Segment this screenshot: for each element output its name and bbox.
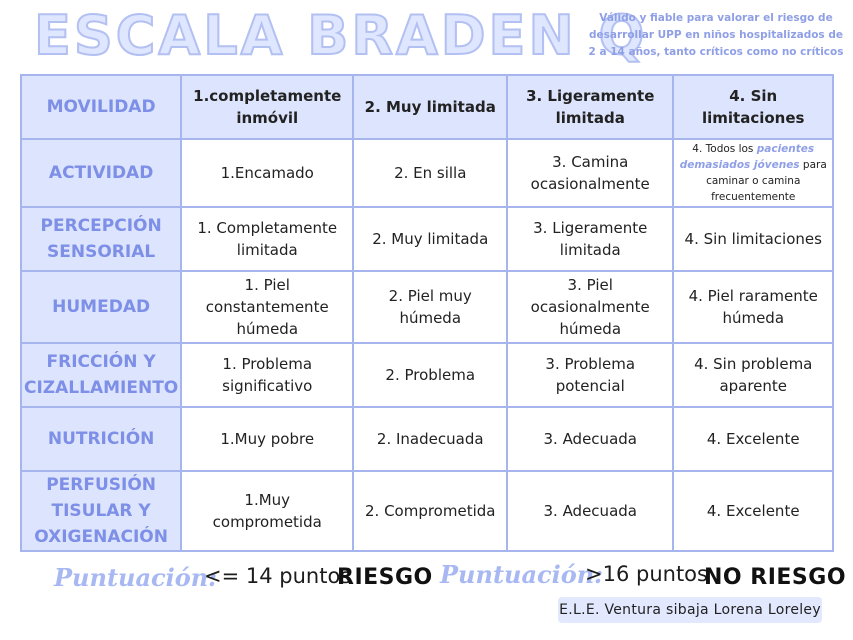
table-cell: 1. Piel constantemente húmeda: [181, 271, 353, 343]
table-cell: 1. Completamente limitada: [181, 207, 353, 271]
row-label-humedad: HUMEDAD: [21, 271, 181, 343]
table-cell: 1. Problema significativo: [181, 343, 353, 407]
row-label-movilidad: MOVILIDAD: [21, 75, 181, 139]
author-badge: E.L.E. Ventura sibaja Lorena Loreley: [558, 597, 822, 623]
row-label-actividad: ACTIVIDAD: [21, 139, 181, 207]
table-cell: 2. Inadecuada: [353, 407, 507, 471]
score-label-right: Puntuación:: [440, 560, 604, 589]
header-cell: 1.completamente inmóvil: [181, 75, 353, 139]
emphasis-text: pacientes demasiados jóvenes: [679, 143, 815, 171]
table-row: [21, 407, 833, 471]
table-row: [21, 343, 833, 407]
header-cell: 4. Sin limitaciones: [673, 75, 833, 139]
table-cell: 2. Comprometida: [353, 471, 507, 551]
table-cell: 3. Adecuada: [507, 407, 673, 471]
table-cell: 1.Encamado: [181, 139, 353, 207]
braden-q-table: [20, 74, 834, 552]
table-cell: 3. Adecuada: [507, 471, 673, 551]
cell-text: 4. Todos los: [692, 143, 757, 155]
score-label-left: Puntuación:: [54, 563, 218, 592]
table-cell: [673, 139, 833, 207]
table-cell: 2. Muy limitada: [353, 207, 507, 271]
table-row: [21, 207, 833, 271]
row-label-friccion: FRICCIÓN Y CIZALLAMIENTO: [21, 343, 181, 407]
table-cell: 1.Muy comprometida: [181, 471, 353, 551]
subtitle: Válido y fiable para valorar el riesgo de desarrollar UPP en niños hospitalizados de 2 a 14 años, tanto críticos como no críticos: [588, 12, 844, 58]
row-label-perfusion: PERFUSIÓN TISULAR Y OXIGENACIÓN: [21, 471, 181, 551]
table-row: [21, 139, 833, 207]
table-cell: 4. Sin limitaciones: [673, 207, 833, 271]
table-cell: 3. Piel ocasionalmente húmeda: [507, 271, 673, 343]
header-cell: 2. Muy limitada: [353, 75, 507, 139]
table-cell: 4. Excelente: [673, 471, 833, 551]
table-header-row: [21, 75, 833, 139]
score-threshold-left: <= 14 puntos: [204, 564, 352, 588]
table-cell: 3. Ligeramente limitada: [507, 207, 673, 271]
table-cell: 4. Sin problema aparente: [673, 343, 833, 407]
row-label-percepcion: PERCEPCIÓN SENSORIAL: [21, 207, 181, 271]
table-cell: 2. En silla: [353, 139, 507, 207]
row-label-nutricion: NUTRICIÓN: [21, 407, 181, 471]
table-cell: 3. Camina ocasionalmente: [507, 139, 673, 207]
score-result-no-risk: NO RIESGO: [704, 565, 847, 590]
table-cell: 2. Problema: [353, 343, 507, 407]
page-title: ESCALA BRADEN Q: [34, 4, 648, 67]
score-result-risk: RIESGO: [337, 565, 433, 590]
table-cell: 4. Excelente: [673, 407, 833, 471]
header-cell: 3. Ligeramente limitada: [507, 75, 673, 139]
table-cell: 4. Piel raramente húmeda: [673, 271, 833, 343]
table-row: [21, 471, 833, 551]
score-threshold-right: >16 puntos: [585, 562, 708, 586]
table-row: [21, 271, 833, 343]
table-cell: 1.Muy pobre: [181, 407, 353, 471]
table-cell: 3. Problema potencial: [507, 343, 673, 407]
table-cell: 2. Piel muy húmeda: [353, 271, 507, 343]
cell-text: para caminar o camina frecuentemente: [706, 159, 827, 203]
